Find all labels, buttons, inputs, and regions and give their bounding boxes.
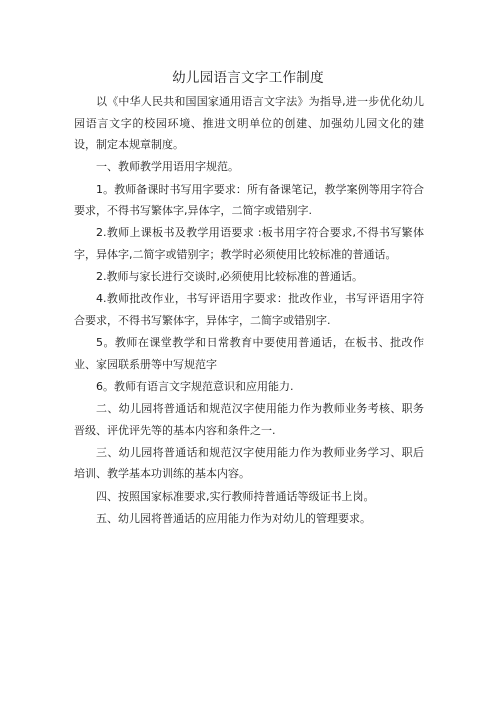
paragraph-item-6: 6。教师有语言文字规范意识和应用能力. (96, 379, 294, 393)
paragraph-intro: 以《中华人民共和国国家通用语言文字法》为指导,进一步优化幼儿园语言文字的校园环境、推进文明单位的创建、加强幼儿园文化的建设，制定本规章制度。 (74, 95, 424, 152)
paragraph-item-3: 2.教师与家长进行交谈时,必须使用比较标准的普通话。 (96, 270, 363, 284)
paragraph-section-5: 五、幼儿园将普通话的应用能力作为对幼儿的管理要求。 (96, 511, 371, 525)
document-title: 幼儿园语言文字工作制度 (172, 70, 324, 86)
paragraph-item-1: 1。教师备课时书写用字要求：所有备课笔记，教学案例等用字符合要求，不得书写繁体字,异体字，二简字或错别字. (74, 182, 424, 218)
paragraph-item-2: 2.教师上课板书及教学用语要求 :板书用字符合要求,不得书写繁体字，异体字,二简字或错别字；教学时必须使用比较标准的普通话。 (74, 226, 424, 261)
paragraph-section-1: 一、教师教学用语用字规范。 (96, 160, 239, 174)
paragraph-item-5: 5。教师在课堂教学和日常教育中要使用普通话，在板书、批改作业、家园联系册等中写规范字 (74, 336, 424, 371)
paragraph-section-4: 四、按照国家标准要求,实行教师持普通话等级证书上岗。 (96, 489, 375, 503)
paragraph-section-2: 二、幼儿园将普通话和规范汉字使用能力作为教师业务考核、职务晋级、评优评先等的基本内容和条件之一. (74, 402, 424, 437)
paragraph-section-3: 三、幼儿园将普通话和规范汉字使用能力作为教师业务学习、职后培训、教学基本功训练的基本内容。 (74, 445, 424, 481)
document-body (74, 91, 424, 530)
paragraph-item-4: 4.教师批改作业，书写评语用字要求：批改作业，书写评语用字符合要求，不得书写繁体字，异体字，二简字或错别字. (74, 292, 424, 327)
